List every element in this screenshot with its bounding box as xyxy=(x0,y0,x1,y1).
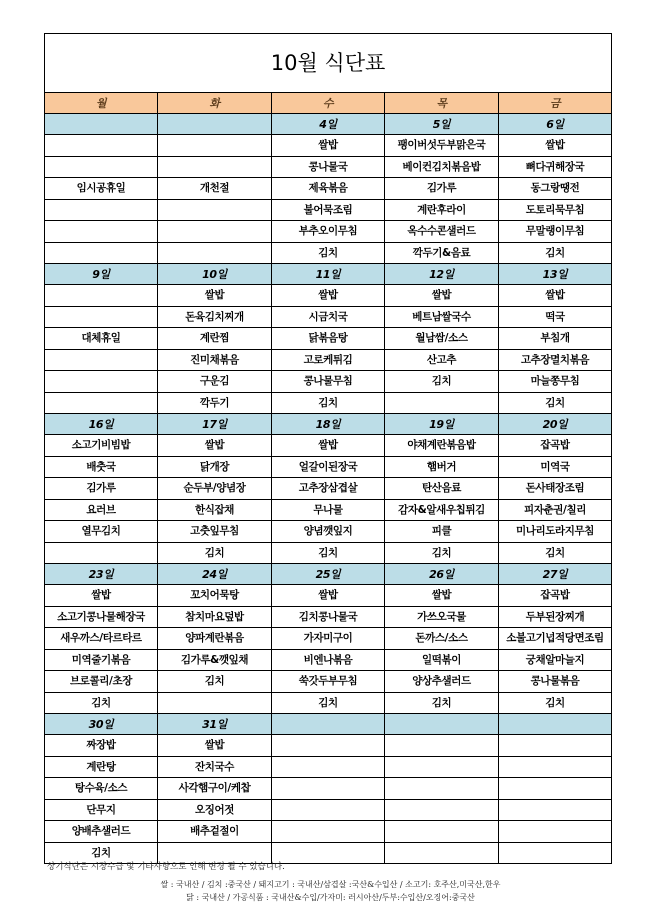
menu-item xyxy=(45,199,158,221)
menu-row xyxy=(45,435,612,457)
menu-item: 부추오이무침 xyxy=(272,221,385,243)
menu-item xyxy=(385,756,499,778)
date-cell: 17일 xyxy=(158,414,272,435)
menu-item xyxy=(499,799,612,821)
menu-item: 두부된장찌개 xyxy=(499,606,612,628)
date-cell: 27일 xyxy=(499,564,612,585)
menu-item xyxy=(158,242,272,264)
menu-item: 피자춘권/칠리 xyxy=(499,499,612,521)
date-cell: 10일 xyxy=(158,264,272,285)
date-cell: 11일 xyxy=(272,264,385,285)
menu-item xyxy=(45,156,158,178)
weekday-header: 수 xyxy=(272,93,385,114)
menu-item xyxy=(272,735,385,757)
date-cell: 23일 xyxy=(45,564,158,585)
menu-item: 팽이버섯두부맑은국 xyxy=(385,135,499,157)
menu-item: 새우까스/타르타르 xyxy=(45,628,158,650)
menu-row xyxy=(45,242,612,264)
menu-item: 한식잡채 xyxy=(158,499,272,521)
menu-row xyxy=(45,199,612,221)
menu-item xyxy=(45,221,158,243)
menu-item: 김가루 xyxy=(45,478,158,500)
menu-item: 브로콜리/초장 xyxy=(45,671,158,693)
menu-item: 임시공휴일 xyxy=(45,178,158,200)
menu-row xyxy=(45,306,612,328)
menu-item: 개천절 xyxy=(158,178,272,200)
menu-row xyxy=(45,649,612,671)
menu-item: 얼갈이된장국 xyxy=(272,456,385,478)
date-row xyxy=(45,564,612,585)
weekday-header: 화 xyxy=(158,93,272,114)
menu-item: 진미채볶음 xyxy=(158,349,272,371)
date-cell xyxy=(272,714,385,735)
date-cell: 13일 xyxy=(499,264,612,285)
menu-item: 고추장삼겹살 xyxy=(272,478,385,500)
menu-item: 불어묵조림 xyxy=(272,199,385,221)
menu-item: 김가루 xyxy=(385,178,499,200)
menu-item: 시금치국 xyxy=(272,306,385,328)
weekday-header: 목 xyxy=(385,93,499,114)
menu-item: 동그랑땡전 xyxy=(499,178,612,200)
menu-row xyxy=(45,135,612,157)
menu-row xyxy=(45,349,612,371)
date-cell xyxy=(499,714,612,735)
menu-item xyxy=(45,306,158,328)
menu-item: 무나물 xyxy=(272,499,385,521)
menu-table xyxy=(44,33,612,864)
menu-item: 쌀밥 xyxy=(272,435,385,457)
date-cell: 20일 xyxy=(499,414,612,435)
menu-item xyxy=(45,285,158,307)
menu-item: 양배추샐러드 xyxy=(45,821,158,843)
menu-item: 김치 xyxy=(499,392,612,414)
menu-item xyxy=(158,692,272,714)
menu-item: 구운김 xyxy=(158,371,272,393)
menu-item: 계란찜 xyxy=(158,328,272,350)
menu-item: 탄산음료 xyxy=(385,478,499,500)
date-cell xyxy=(158,114,272,135)
menu-item: 떡국 xyxy=(499,306,612,328)
menu-item: 잡곡밥 xyxy=(499,435,612,457)
date-cell: 26일 xyxy=(385,564,499,585)
date-row xyxy=(45,264,612,285)
menu-item: 김치 xyxy=(272,242,385,264)
menu-item: 김치 xyxy=(158,671,272,693)
origin-info-line-1: 쌀 : 국내산 / 김치 :중국산 / 돼지고기 : 국내산/삼겹살 :국산&수입산 / 소고기: 호주산,미국산,한우 xyxy=(160,880,501,889)
date-cell: 9일 xyxy=(45,264,158,285)
menu-item xyxy=(499,778,612,800)
date-cell xyxy=(385,714,499,735)
date-cell: 18일 xyxy=(272,414,385,435)
menu-row xyxy=(45,456,612,478)
menu-item: 고춧잎무침 xyxy=(158,521,272,543)
menu-row xyxy=(45,585,612,607)
menu-item: 사각햄구이/케찹 xyxy=(158,778,272,800)
menu-item: 닭볶음탕 xyxy=(272,328,385,350)
menu-item: 부침개 xyxy=(499,328,612,350)
menu-item: 쌀밥 xyxy=(158,435,272,457)
date-row xyxy=(45,414,612,435)
menu-item: 김치 xyxy=(45,692,158,714)
weekday-header: 금 xyxy=(499,93,612,114)
menu-item: 쌀밥 xyxy=(158,285,272,307)
menu-item: 궁채알마늘지 xyxy=(499,649,612,671)
menu-item: 대체휴일 xyxy=(45,328,158,350)
menu-item: 김치 xyxy=(272,692,385,714)
menu-item: 베트남쌀국수 xyxy=(385,306,499,328)
menu-item: 돈사태장조림 xyxy=(499,478,612,500)
menu-item: 단무지 xyxy=(45,799,158,821)
menu-item: 양념깻잎지 xyxy=(272,521,385,543)
date-cell: 4일 xyxy=(272,114,385,135)
menu-item: 쌀밥 xyxy=(499,285,612,307)
menu-row xyxy=(45,521,612,543)
menu-item: 김치 xyxy=(385,692,499,714)
menu-item xyxy=(499,821,612,843)
menu-item: 양파계란볶음 xyxy=(158,628,272,650)
menu-change-notice: 상기식단은 시장수급 및 기타사항으로 인해 변경 될 수 있습니다. xyxy=(47,862,285,872)
menu-item xyxy=(499,735,612,757)
menu-item: 도토리묵무침 xyxy=(499,199,612,221)
menu-item: 쌀밥 xyxy=(272,285,385,307)
date-cell: 16일 xyxy=(45,414,158,435)
date-cell: 31일 xyxy=(158,714,272,735)
menu-item: 쑥갓두부무침 xyxy=(272,671,385,693)
menu-item xyxy=(45,371,158,393)
menu-row xyxy=(45,735,612,757)
menu-row xyxy=(45,756,612,778)
menu-item: 김치 xyxy=(45,842,158,864)
menu-item: 미나리도라지무침 xyxy=(499,521,612,543)
menu-item: 김치 xyxy=(499,242,612,264)
menu-row xyxy=(45,328,612,350)
menu-item: 가자미구이 xyxy=(272,628,385,650)
menu-item: 콩나물무침 xyxy=(272,371,385,393)
menu-item: 콩나물국 xyxy=(272,156,385,178)
menu-item: 돈육김치찌개 xyxy=(158,306,272,328)
menu-item: 탕수육/소스 xyxy=(45,778,158,800)
menu-item xyxy=(158,156,272,178)
menu-item: 옥수수콘샐러드 xyxy=(385,221,499,243)
menu-item: 마늘쫑무침 xyxy=(499,371,612,393)
menu-item: 배춧국 xyxy=(45,456,158,478)
menu-item: 소고기콩나물해장국 xyxy=(45,606,158,628)
menu-item: 콩나물볶음 xyxy=(499,671,612,693)
menu-item: 계란후라이 xyxy=(385,199,499,221)
menu-row xyxy=(45,821,612,843)
page-title: 10월 식단표 xyxy=(45,34,612,93)
menu-item: 김치콩나물국 xyxy=(272,606,385,628)
menu-item xyxy=(385,821,499,843)
date-row xyxy=(45,714,612,735)
menu-item: 감자&알새우칩튀김 xyxy=(385,499,499,521)
date-cell: 24일 xyxy=(158,564,272,585)
menu-item: 짜장밥 xyxy=(45,735,158,757)
menu-item xyxy=(158,199,272,221)
date-cell: 30일 xyxy=(45,714,158,735)
menu-item: 김가루&깻잎채 xyxy=(158,649,272,671)
menu-item xyxy=(385,799,499,821)
menu-item: 야채계란볶음밥 xyxy=(385,435,499,457)
menu-item: 돈까스/소스 xyxy=(385,628,499,650)
menu-item: 쌀밥 xyxy=(158,735,272,757)
menu-item xyxy=(45,242,158,264)
menu-item xyxy=(272,821,385,843)
menu-row xyxy=(45,628,612,650)
menu-item: 비엔나볶음 xyxy=(272,649,385,671)
menu-item xyxy=(45,542,158,564)
menu-row xyxy=(45,392,612,414)
menu-row xyxy=(45,178,612,200)
origin-info-line-2: 닭 : 국내산 / 가공식품 : 국내산&수입/가자미: 러시아산/두부:수입산/오징어:중국산 xyxy=(186,893,475,902)
menu-item: 쌀밥 xyxy=(385,285,499,307)
date-cell: 12일 xyxy=(385,264,499,285)
menu-item: 쌀밥 xyxy=(45,585,158,607)
menu-row xyxy=(45,221,612,243)
menu-item xyxy=(45,135,158,157)
menu-item: 소고기비빔밥 xyxy=(45,435,158,457)
menu-item: 제육볶음 xyxy=(272,178,385,200)
menu-item: 일떡볶이 xyxy=(385,649,499,671)
menu-item: 미역국 xyxy=(499,456,612,478)
date-row xyxy=(45,114,612,135)
menu-item xyxy=(385,735,499,757)
menu-item: 쌀밥 xyxy=(272,135,385,157)
menu-row xyxy=(45,606,612,628)
menu-item: 무말랭이무침 xyxy=(499,221,612,243)
menu-row xyxy=(45,778,612,800)
menu-row xyxy=(45,371,612,393)
menu-item xyxy=(158,135,272,157)
menu-item: 요러브 xyxy=(45,499,158,521)
menu-item: 미역줄기볶음 xyxy=(45,649,158,671)
menu-item xyxy=(385,392,499,414)
menu-item xyxy=(45,349,158,371)
date-cell: 25일 xyxy=(272,564,385,585)
menu-item: 김치 xyxy=(385,371,499,393)
menu-item: 김치 xyxy=(499,692,612,714)
menu-row xyxy=(45,285,612,307)
menu-item: 햄버거 xyxy=(385,456,499,478)
menu-table-body xyxy=(45,34,612,864)
menu-item: 산고추 xyxy=(385,349,499,371)
menu-item: 김치 xyxy=(385,542,499,564)
menu-item: 베이컨김치볶음밥 xyxy=(385,156,499,178)
menu-item xyxy=(158,221,272,243)
menu-row xyxy=(45,799,612,821)
menu-item: 계란탕 xyxy=(45,756,158,778)
menu-item: 김치 xyxy=(158,542,272,564)
weekday-header-row xyxy=(45,93,612,114)
menu-item xyxy=(385,778,499,800)
menu-row xyxy=(45,671,612,693)
menu-item xyxy=(385,842,499,864)
title-row xyxy=(45,34,612,93)
menu-item xyxy=(499,756,612,778)
menu-item xyxy=(272,778,385,800)
menu-item: 양상추샐러드 xyxy=(385,671,499,693)
menu-row xyxy=(45,478,612,500)
menu-row xyxy=(45,499,612,521)
menu-item: 꼬치어묵탕 xyxy=(158,585,272,607)
date-cell xyxy=(45,114,158,135)
menu-item: 뼈다귀해장국 xyxy=(499,156,612,178)
menu-item: 깍두기&음료 xyxy=(385,242,499,264)
date-cell: 6일 xyxy=(499,114,612,135)
date-cell: 19일 xyxy=(385,414,499,435)
menu-item: 깍두기 xyxy=(158,392,272,414)
menu-item: 쌀밥 xyxy=(272,585,385,607)
weekday-header: 월 xyxy=(45,93,158,114)
menu-row xyxy=(45,692,612,714)
menu-item: 쌀밥 xyxy=(385,585,499,607)
menu-item: 쌀밥 xyxy=(499,135,612,157)
menu-item: 고추장멸치볶음 xyxy=(499,349,612,371)
menu-item: 배추겉절이 xyxy=(158,821,272,843)
date-cell: 5일 xyxy=(385,114,499,135)
menu-item xyxy=(45,392,158,414)
menu-item xyxy=(272,799,385,821)
menu-item xyxy=(272,756,385,778)
menu-item: 잔치국수 xyxy=(158,756,272,778)
menu-item: 김치 xyxy=(272,542,385,564)
menu-row xyxy=(45,156,612,178)
menu-item: 소불고기넙적당면조림 xyxy=(499,628,612,650)
menu-item: 잡곡밥 xyxy=(499,585,612,607)
menu-item: 고로케튀김 xyxy=(272,349,385,371)
menu-row xyxy=(45,542,612,564)
menu-item: 가쓰오국물 xyxy=(385,606,499,628)
menu-item: 순두부/양념장 xyxy=(158,478,272,500)
menu-item: 닭개장 xyxy=(158,456,272,478)
menu-item: 김치 xyxy=(272,392,385,414)
menu-item: 피클 xyxy=(385,521,499,543)
menu-item xyxy=(272,842,385,864)
menu-item: 월남쌈/소스 xyxy=(385,328,499,350)
menu-item: 오징어젓 xyxy=(158,799,272,821)
menu-item xyxy=(499,842,612,864)
menu-item: 참치마요덮밥 xyxy=(158,606,272,628)
menu-item: 김치 xyxy=(499,542,612,564)
menu-item: 열무김치 xyxy=(45,521,158,543)
